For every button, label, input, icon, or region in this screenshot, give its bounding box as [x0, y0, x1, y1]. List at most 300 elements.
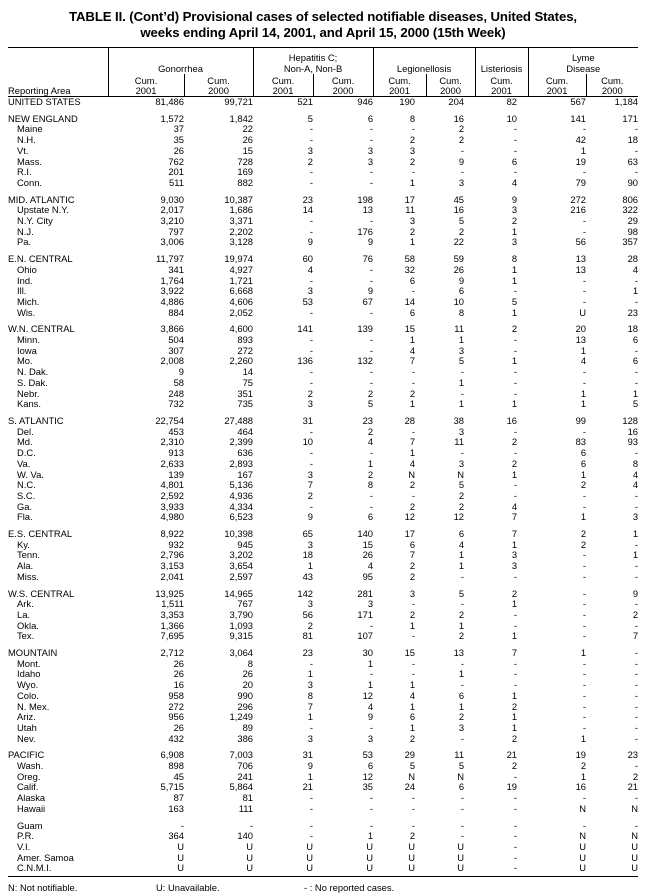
cell-gonorrhea-2001: 26: [173, 668, 184, 680]
header-group-gonorrhea: [108, 48, 253, 75]
cell-listeriosis-2001: 2: [511, 732, 518, 744]
cell-legionellosis-2000: 9: [458, 155, 465, 167]
cell-hepatitisc-2000: 9: [367, 236, 374, 248]
cell-lyme-2001: -: [582, 619, 587, 631]
cell-hepatitisc-2000: U: [366, 841, 374, 852]
table-row: [8, 195, 638, 206]
row-area-label: PACIFIC: [8, 749, 45, 761]
cell-gonorrhea-2001: 2,008: [160, 355, 184, 367]
cell-hepatitisc-2001: 8: [307, 689, 314, 701]
cell-hepatitisc-2001: 31: [302, 749, 314, 761]
cell-listeriosis-2001: -: [513, 425, 518, 437]
cell-lyme-2001: 2: [580, 528, 587, 540]
cell-legionellosis-2000: -: [460, 598, 465, 610]
cell-listeriosis-2001: 1: [511, 306, 518, 318]
table-row: [8, 205, 638, 216]
cell-gonorrhea-2000: 945: [237, 538, 254, 550]
cell-gonorrhea-2001: 762: [168, 155, 184, 167]
cell-hepatitisc-2000: 3: [367, 144, 374, 156]
cell-lyme-2001: 20: [575, 323, 587, 335]
cell-listeriosis-2001: 1: [511, 398, 518, 410]
cell-hepatitisc-2001: 21: [302, 781, 314, 793]
cell-gonorrhea-2001: 58: [173, 376, 184, 388]
table-row: [8, 367, 638, 378]
table-row: [8, 216, 638, 227]
cell-gonorrhea-2001: 2,017: [160, 204, 184, 216]
header-cum-label: Cum.: [545, 75, 569, 86]
cell-gonorrhea-2000: 2,202: [229, 225, 254, 237]
cell-listeriosis-2001: -: [513, 619, 518, 631]
cell-listeriosis-2001: 2: [511, 587, 518, 599]
cell-gonorrhea-2000: 728: [237, 155, 254, 167]
cell-gonorrhea-2001: 4,886: [160, 295, 184, 307]
cell-legionellosis-2001: 1: [409, 721, 416, 733]
row-area-label: C.N.M.I.: [8, 863, 108, 876]
header-group-legionellosis-label: Legionellosis: [396, 62, 452, 74]
page-title: [8, 0, 638, 47]
cell-hepatitisc-2001: 56: [302, 608, 314, 620]
cell-gonorrhea-2001: 2,592: [160, 489, 184, 501]
cell-legionellosis-2001: 3: [409, 144, 416, 156]
cell-hepatitisc-2000: 139: [357, 323, 374, 335]
cell-hepatitisc-2000: 176: [357, 225, 374, 237]
header-cum-label: Cum.: [271, 75, 295, 86]
cell-lyme-2000: -: [634, 500, 639, 512]
cell-gonorrhea-2001: U: [108, 863, 184, 876]
cell-legionellosis-2001: 4: [409, 344, 416, 356]
cell-legionellosis-2001: 58: [404, 253, 416, 265]
cell-legionellosis-2001: 2: [409, 732, 416, 744]
cell-hepatitisc-2000: 171: [357, 608, 374, 620]
cell-lyme-2000: 98: [627, 225, 639, 237]
cell-lyme-2000: -: [634, 647, 639, 659]
cell-gonorrhea-2000: 4,936: [229, 489, 254, 501]
cell-listeriosis-2001: -: [513, 668, 518, 680]
cell-listeriosis-2001: 19: [506, 781, 518, 793]
cell-listeriosis-2001: -: [513, 570, 518, 582]
header-cum-label: Cum.: [388, 75, 411, 86]
cell-gonorrhea-2000: 3,202: [229, 549, 254, 561]
cell-lyme-2001: 79: [575, 176, 587, 188]
row-area-label: E.N. CENTRAL: [8, 253, 73, 265]
table-row: [8, 265, 638, 276]
cell-lyme-2000: 1,184: [614, 96, 639, 107]
table-row: [8, 723, 638, 734]
cell-hepatitisc-2001: -: [309, 306, 314, 318]
cell-hepatitisc-2001: -: [309, 225, 314, 237]
cell-legionellosis-2000: 1: [458, 549, 465, 561]
cell-listeriosis-2001: -: [513, 830, 518, 842]
cell-lyme-2001: -: [582, 560, 587, 572]
cell-legionellosis-2000: -: [460, 830, 465, 842]
table-row: [8, 167, 638, 178]
table-head: [8, 48, 638, 97]
row-area-label: Upstate N.Y.: [17, 204, 69, 216]
cell-hepatitisc-2000: 4: [367, 700, 374, 712]
cell-hepatitisc-2000: 3: [367, 732, 374, 744]
cell-legionellosis-2000: 1: [458, 398, 465, 410]
cell-lyme-2000: 18: [627, 323, 639, 335]
cell-listeriosis-2001: -: [513, 479, 518, 491]
cell-legionellosis-2001: 2: [409, 387, 416, 399]
cell-lyme-2001: 2: [580, 479, 587, 491]
cell-lyme-2001: -: [582, 366, 587, 378]
cell-hepatitisc-2000: 946: [357, 96, 374, 107]
cell-legionellosis-2001: 6: [409, 538, 416, 550]
cell-gonorrhea-2001: 81,486: [155, 96, 184, 107]
cell-legionellosis-2000: U: [457, 841, 465, 852]
cell-lyme-2001: -: [582, 549, 587, 561]
cell-lyme-2001: U: [528, 863, 586, 876]
cell-lyme-2001: -: [582, 376, 587, 388]
cell-listeriosis-2001: -: [513, 376, 518, 388]
cell-gonorrhea-2001: 913: [168, 447, 184, 459]
footnotes: [8, 882, 638, 893]
cell-hepatitisc-2001: 2: [307, 619, 314, 631]
cell-hepatitisc-2000: -: [369, 802, 374, 814]
cell-legionellosis-2000: U: [426, 863, 475, 876]
cell-hepatitisc-2000: 12: [362, 770, 374, 782]
cell-legionellosis-2001: -: [411, 657, 416, 669]
cell-lyme-2001: 13: [575, 263, 587, 275]
cell-lyme-2001: 272: [570, 193, 587, 205]
cell-listeriosis-2001: 7: [511, 647, 518, 659]
cell-gonorrhea-2001: 341: [168, 263, 184, 275]
cell-gonorrhea-2000: 8: [247, 657, 254, 669]
cell-listeriosis-2001: 1: [511, 355, 518, 367]
cell-listeriosis-2001: 1: [511, 263, 518, 275]
cell-legionellosis-2000: 2: [458, 608, 465, 620]
cell-listeriosis-2001: 7: [511, 511, 518, 523]
row-area-label: E.S. CENTRAL: [8, 528, 73, 540]
cell-legionellosis-2000: 5: [458, 215, 465, 227]
table-row: [8, 680, 638, 691]
cell-hepatitisc-2001: 1: [307, 560, 314, 572]
cell-lyme-2001: U: [579, 306, 587, 318]
cell-hepatitisc-2000: -: [369, 447, 374, 459]
cell-hepatitisc-2000: -: [369, 668, 374, 680]
cell-hepatitisc-2000: 8: [367, 479, 374, 491]
cell-hepatitisc-2001: 31: [302, 414, 314, 426]
row-area-label: Ga.: [17, 500, 33, 512]
table-row: [8, 561, 638, 572]
cell-legionellosis-2000: 2: [458, 134, 465, 146]
cell-lyme-2000: -: [634, 274, 639, 286]
cell-gonorrhea-2000: 2,399: [229, 436, 254, 448]
cell-gonorrhea-2000: -: [249, 819, 254, 831]
cell-legionellosis-2001: 2: [409, 225, 416, 237]
cell-hepatitisc-2000: 9: [367, 711, 374, 723]
cell-lyme-2001: 83: [575, 436, 587, 448]
cell-gonorrhea-2001: 3,210: [160, 215, 184, 227]
cell-gonorrhea-2001: 26: [173, 144, 184, 156]
cell-lyme-2001: -: [582, 570, 587, 582]
cell-gonorrhea-2001: 6,908: [160, 749, 184, 761]
cell-listeriosis-2001: 1: [511, 598, 518, 610]
cell-lyme-2000: -: [634, 376, 639, 388]
cell-lyme-2000: 2: [632, 770, 639, 782]
cell-legionellosis-2001: 8: [409, 112, 416, 124]
cell-gonorrhea-2001: 3,933: [160, 500, 184, 512]
cell-legionellosis-2000: 2: [458, 711, 465, 723]
cell-hepatitisc-2000: 132: [357, 355, 374, 367]
cell-lyme-2000: 128: [622, 414, 639, 426]
cell-lyme-2000: -: [634, 819, 639, 831]
cell-legionellosis-2000: 5: [458, 760, 465, 772]
cell-hepatitisc-2000: -: [369, 721, 374, 733]
cell-legionellosis-2000: N: [457, 770, 465, 782]
cell-lyme-2001: -: [582, 608, 587, 620]
row-area-label: UNITED STATES: [8, 96, 81, 107]
cell-hepatitisc-2001: 10: [302, 436, 314, 448]
cell-listeriosis-2001: -: [513, 679, 518, 691]
row-area-label: La.: [17, 608, 31, 620]
cell-legionellosis-2000: 2: [458, 123, 465, 135]
cell-hepatitisc-2000: -: [369, 134, 374, 146]
header-col-hepatitisc-2000: [313, 74, 373, 97]
cell-legionellosis-2000: 1: [458, 334, 465, 346]
cell-lyme-2001: 1: [580, 732, 587, 744]
row-area-label: S.C.: [17, 489, 36, 501]
cell-lyme-2000: -: [634, 570, 639, 582]
cell-legionellosis-2001: 2: [409, 134, 416, 146]
cell-listeriosis-2001: 9: [511, 193, 518, 205]
cell-lyme-2000: -: [634, 721, 639, 733]
cell-legionellosis-2000: 3: [458, 176, 465, 188]
cell-legionellosis-2001: -: [411, 802, 416, 814]
cell-lyme-2000: 357: [622, 236, 639, 248]
cell-lyme-2001: 2: [580, 760, 587, 772]
cell-lyme-2000: -: [634, 538, 639, 550]
cell-legionellosis-2001: -: [411, 489, 416, 501]
cell-lyme-2001: N: [579, 802, 587, 814]
row-area-label: Mass.: [17, 155, 43, 167]
row-area-label: Wash.: [17, 760, 44, 772]
cell-gonorrhea-2001: 26: [173, 657, 184, 669]
cell-legionellosis-2000: 2: [458, 489, 465, 501]
header-group-gonorrhea-label: Gonorrhea: [158, 62, 203, 74]
cell-lyme-2000: 9: [632, 587, 639, 599]
cell-gonorrhea-2001: 3,153: [160, 560, 184, 572]
cell-gonorrhea-2000: 111: [238, 802, 254, 814]
cell-hepatitisc-2000: -: [369, 166, 374, 178]
cell-lyme-2000: -: [634, 295, 639, 307]
row-area-label: Idaho: [17, 668, 41, 680]
table-row: [8, 761, 638, 772]
row-area-label: MOUNTAIN: [8, 647, 58, 659]
cell-gonorrhea-2001: 248: [168, 387, 184, 399]
cell-gonorrhea-2000: U: [246, 841, 254, 852]
row-area-label: NEW ENGLAND: [8, 112, 78, 124]
cell-hepatitisc-2001: 3: [307, 468, 314, 480]
cell-legionellosis-2001: 11: [405, 204, 416, 216]
cell-legionellosis-2000: -: [460, 387, 465, 399]
cell-hepatitisc-2001: 2: [307, 387, 314, 399]
cell-hepatitisc-2000: -: [369, 619, 374, 631]
cell-lyme-2000: N: [631, 802, 639, 814]
cell-lyme-2001: -: [582, 500, 587, 512]
cell-gonorrhea-2000: 1,093: [229, 619, 254, 631]
cell-legionellosis-2001: -: [411, 598, 416, 610]
cell-listeriosis-2001: 3: [511, 560, 518, 572]
table-row: [8, 529, 638, 540]
cell-lyme-2000: -: [634, 760, 639, 772]
cell-gonorrhea-2001: 453: [168, 425, 184, 437]
cell-hepatitisc-2001: 7: [307, 479, 314, 491]
cell-gonorrhea-2000: 3,128: [229, 236, 254, 248]
cell-legionellosis-2001: 1: [409, 447, 416, 459]
title-line-1: TABLE II. (Cont’d) Provisional cases of selected notifiable diseases, United States,: [69, 9, 577, 24]
cell-legionellosis-2000: 3: [458, 457, 465, 469]
cell-lyme-2001: -: [582, 711, 587, 723]
table-row: [8, 793, 638, 804]
cell-listeriosis-2001: -: [513, 802, 518, 814]
row-area-label: W.S. CENTRAL: [8, 587, 75, 599]
table-row: [8, 804, 638, 815]
cell-hepatitisc-2001: 23: [302, 193, 314, 205]
cell-listeriosis-2001: 2: [511, 457, 518, 469]
cell-hepatitisc-2000: 281: [357, 587, 374, 599]
cell-hepatitisc-2001: 81: [302, 630, 314, 642]
header-col-listeriosis-2001: [475, 74, 528, 97]
cell-legionellosis-2001: 1: [409, 398, 416, 410]
cell-hepatitisc-2000: -: [369, 344, 374, 356]
cell-lyme-2001: -: [582, 700, 587, 712]
cell-lyme-2000: -: [634, 711, 639, 723]
cell-legionellosis-2000: 5: [458, 355, 465, 367]
cell-hepatitisc-2000: -: [369, 366, 374, 378]
cell-gonorrhea-2001: 3,922: [160, 285, 184, 297]
cell-lyme-2000: 21: [627, 781, 639, 793]
cell-legionellosis-2001: 17: [404, 528, 416, 540]
cell-hepatitisc-2000: 15: [362, 538, 374, 550]
cell-hepatitisc-2001: U: [306, 841, 314, 852]
header-year-label: 2001: [135, 85, 157, 96]
table-row: [8, 659, 638, 670]
cell-lyme-2000: 5: [632, 398, 639, 410]
cell-legionellosis-2001: 6: [409, 711, 416, 723]
row-area-label: Colo.: [17, 689, 39, 701]
row-area-label: Tenn.: [17, 549, 40, 561]
row-area-label: Fla.: [17, 511, 33, 523]
cell-gonorrhea-2001: 2,796: [160, 549, 184, 561]
cell-legionellosis-2001: 2: [409, 608, 416, 620]
cell-hepatitisc-2001: -: [309, 376, 314, 388]
cell-lyme-2001: 99: [575, 414, 587, 426]
cell-gonorrhea-2000: 1,842: [229, 112, 254, 124]
header-cum-label: Cum.: [490, 75, 513, 86]
cell-hepatitisc-2001: 1: [307, 711, 314, 723]
cell-hepatitisc-2001: 141: [297, 323, 314, 335]
cell-gonorrhea-2001: 898: [168, 760, 184, 772]
cell-hepatitisc-2001: -: [309, 819, 314, 831]
cell-legionellosis-2000: -: [460, 144, 465, 156]
cell-hepatitisc-2001: 3: [307, 398, 314, 410]
cell-lyme-2001: 1: [580, 398, 587, 410]
cell-hepatitisc-2000: 1: [367, 679, 374, 691]
cell-legionellosis-2000: 45: [453, 193, 465, 205]
cell-hepatitisc-2000: 53: [362, 749, 374, 761]
cell-hepatitisc-2001: 9: [307, 760, 314, 772]
cell-gonorrhea-2001: U: [177, 841, 184, 852]
cell-legionellosis-2001: U: [408, 841, 416, 852]
cell-listeriosis-2001: 8: [511, 253, 518, 265]
cell-legionellosis-2000: 4: [458, 538, 465, 550]
row-area-label: N.J.: [17, 225, 34, 237]
cell-gonorrhea-2001: 201: [168, 166, 184, 178]
header-group-hepatitis-c: [253, 48, 373, 75]
cell-hepatitisc-2001: -: [309, 500, 314, 512]
cell-lyme-2000: U: [631, 841, 639, 852]
row-area-label: Ala.: [17, 560, 34, 572]
footnote-unavailable: U: Unavailable.: [156, 882, 220, 893]
row-area-label: V.I.: [17, 841, 31, 852]
cell-gonorrhea-2000: 706: [237, 760, 254, 772]
cell-listeriosis-2001: 4: [511, 500, 518, 512]
cell-legionellosis-2000: 3: [458, 344, 465, 356]
header-year-label: 2001: [272, 85, 294, 96]
cell-hepatitisc-2000: -: [369, 263, 374, 275]
table-row: [8, 702, 638, 713]
table-row: [8, 254, 638, 265]
cell-hepatitisc-2001: 3: [307, 732, 314, 744]
title-line-2: weeks ending April 14, 2001, and April 15, 2000 (15th Week): [140, 25, 506, 40]
cell-legionellosis-2000: 2: [458, 630, 465, 642]
cell-gonorrhea-2000: 636: [237, 447, 254, 459]
cell-lyme-2000: -: [634, 123, 639, 135]
cell-hepatitisc-2001: 60: [302, 253, 314, 265]
cell-hepatitisc-2000: -: [369, 792, 374, 804]
header-year-label: 2000: [440, 85, 461, 96]
cell-lyme-2000: 63: [627, 155, 639, 167]
cell-hepatitisc-2000: 30: [362, 647, 374, 659]
table-row: [8, 237, 638, 248]
cell-lyme-2001: -: [582, 630, 587, 642]
row-area-label: Calif.: [17, 781, 39, 793]
table-row: [8, 821, 638, 832]
cell-lyme-2001: 567: [570, 96, 587, 107]
cell-hepatitisc-2000: 1: [367, 457, 374, 469]
cell-listeriosis-2001: 6: [511, 155, 518, 167]
cell-gonorrhea-2001: 2,633: [160, 457, 184, 469]
table-row: [8, 378, 638, 389]
cell-legionellosis-2001: 17: [404, 193, 416, 205]
header-reporting-area: Reporting Area: [8, 74, 108, 97]
cell-legionellosis-2000: 16: [453, 112, 465, 124]
cell-gonorrhea-2001: 8,922: [160, 528, 184, 540]
cell-listeriosis-2001: 16: [506, 414, 518, 426]
header-col-lyme-2000: [586, 74, 638, 97]
cell-gonorrhea-2000: 4,927: [229, 263, 254, 275]
cell-gonorrhea-2001: -: [180, 819, 184, 831]
cell-listeriosis-2001: -: [513, 792, 518, 804]
cell-lyme-2001: -: [582, 489, 587, 501]
cell-legionellosis-2000: 6: [458, 781, 465, 793]
cell-gonorrhea-2000: U: [246, 851, 254, 863]
table-row: [8, 389, 638, 400]
cell-listeriosis-2001: -: [513, 841, 518, 852]
cell-hepatitisc-2001: 3: [307, 538, 314, 550]
cell-listeriosis-2001: 2: [511, 760, 518, 772]
cell-legionellosis-2000: 8: [458, 306, 465, 318]
table-row: [8, 178, 638, 189]
table-row: [8, 480, 638, 491]
table-row: [8, 146, 638, 157]
table-row: [8, 831, 638, 842]
header-cum-label: Cum.: [439, 75, 462, 86]
cell-gonorrhea-2000: 990: [237, 689, 254, 701]
cell-lyme-2000: -: [634, 344, 639, 356]
